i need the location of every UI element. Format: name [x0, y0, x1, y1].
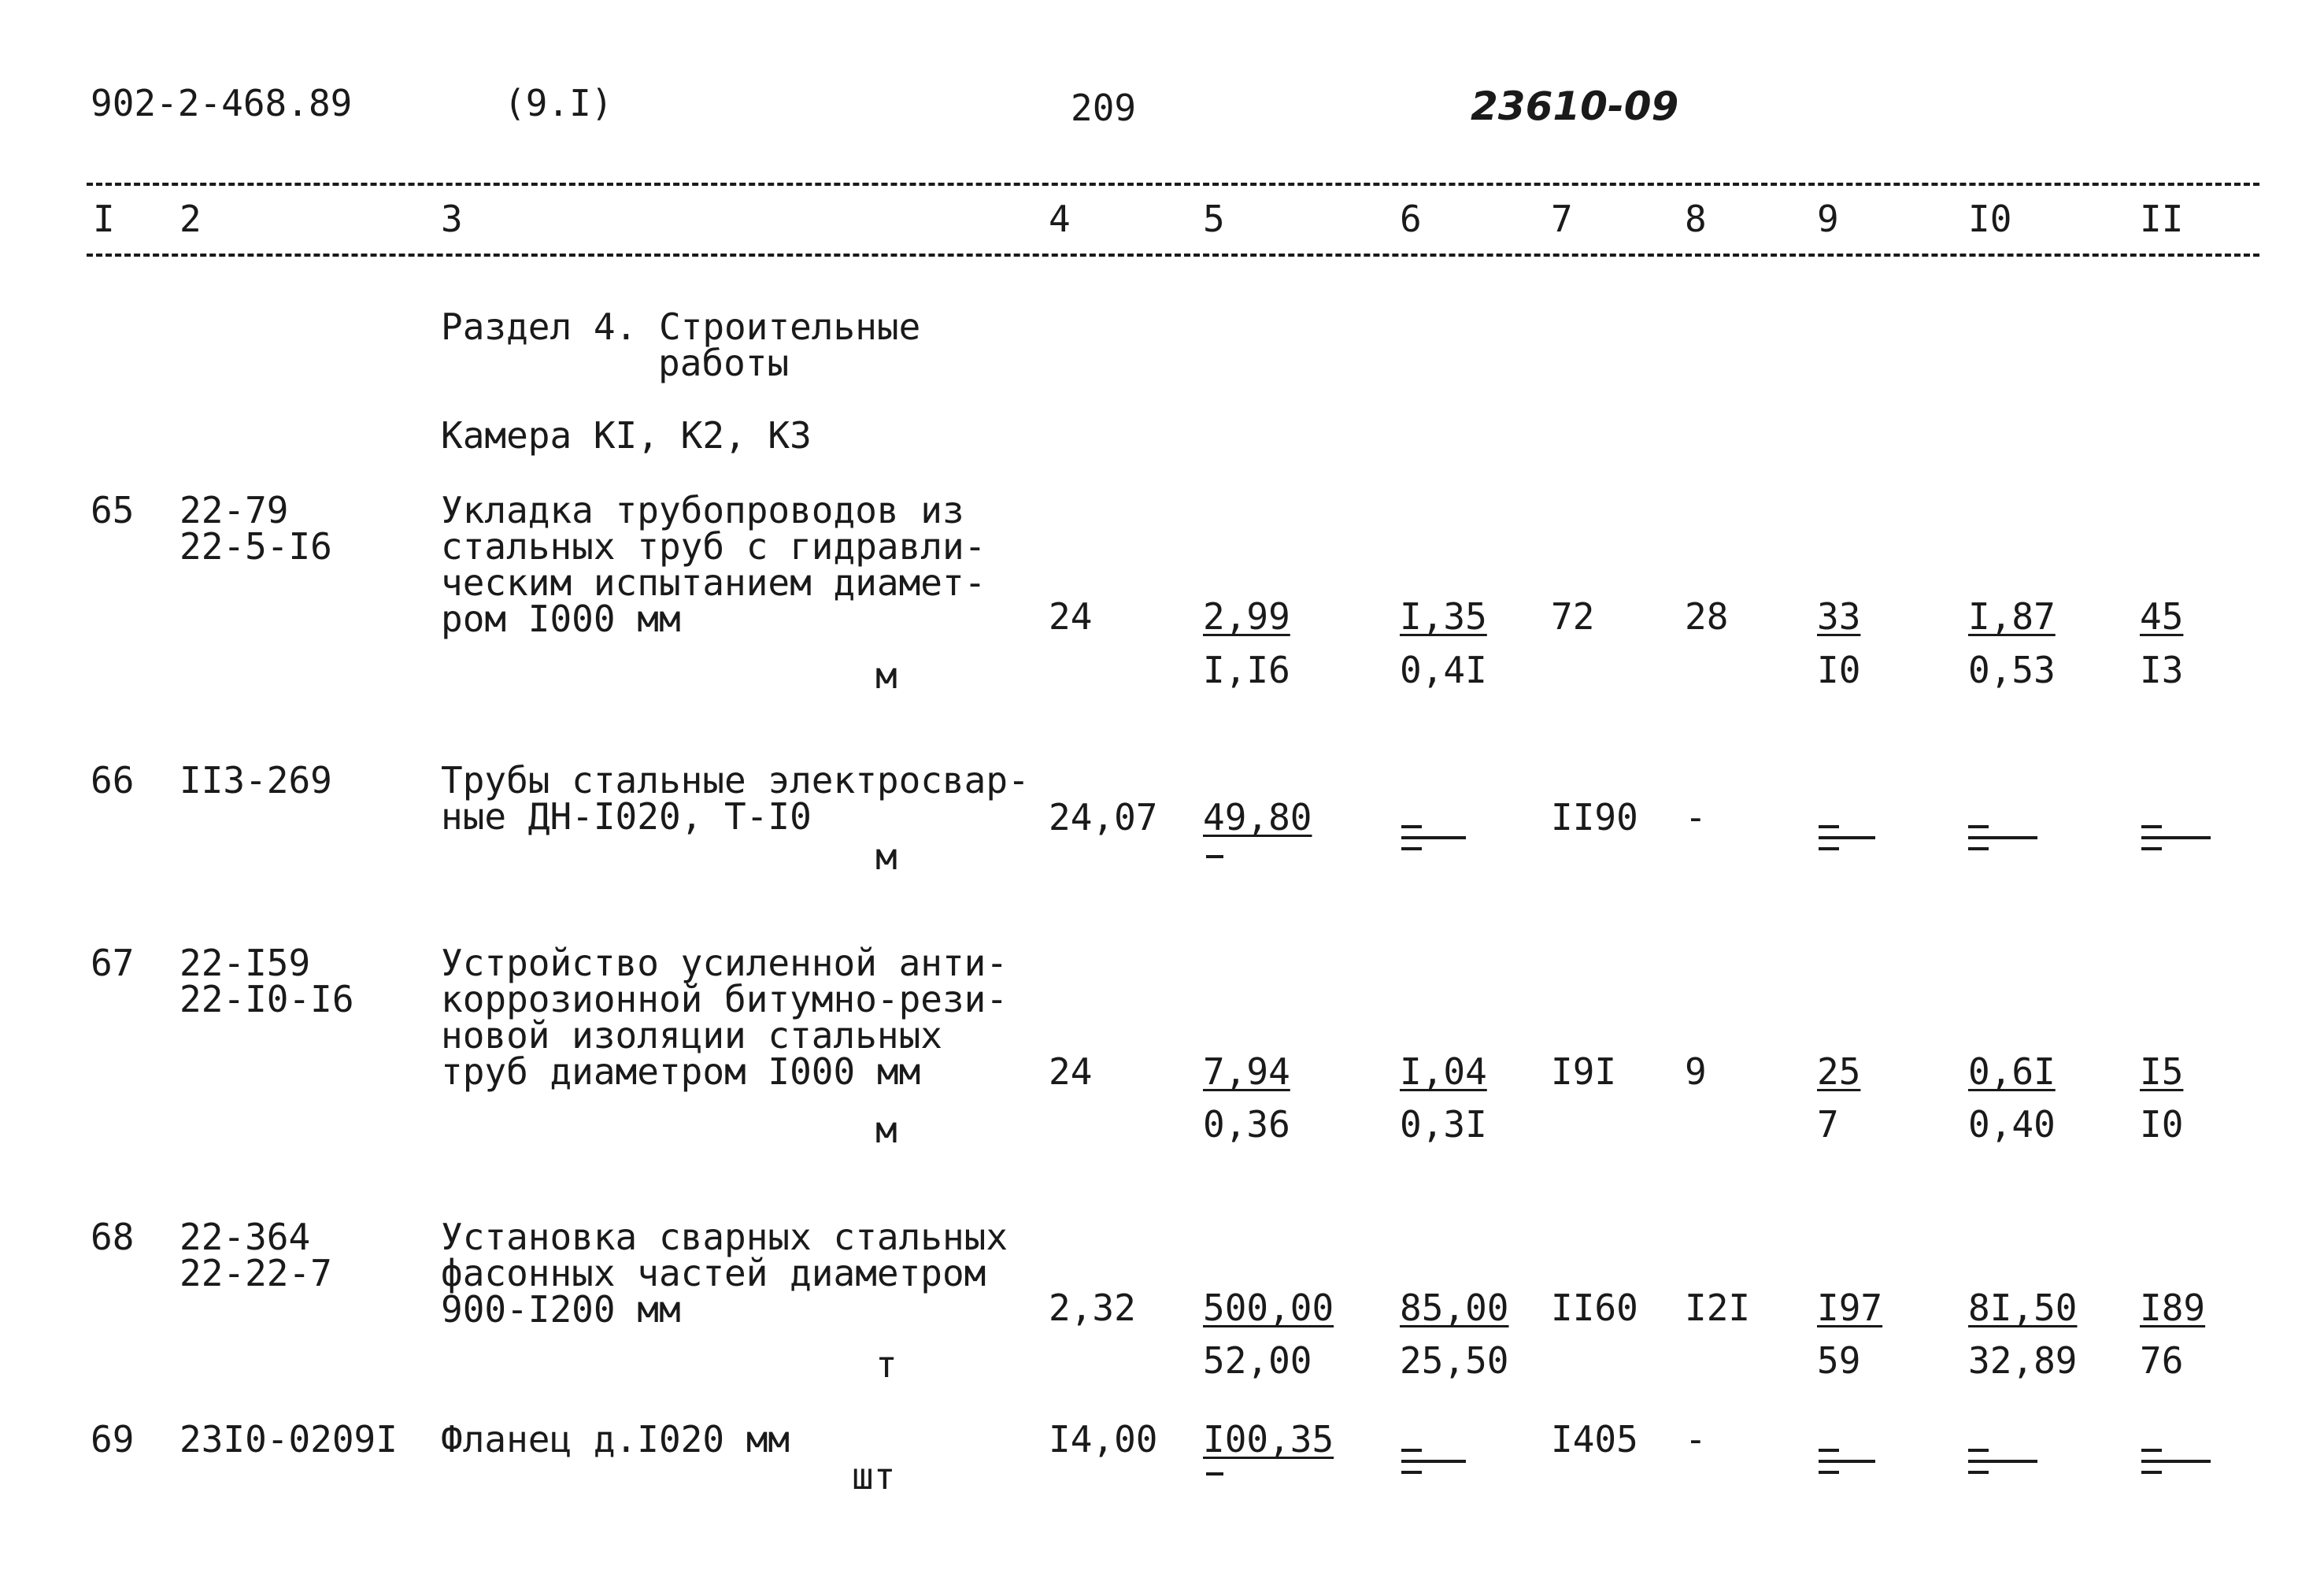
row-unit: м [875, 654, 897, 697]
ditto-mark [1819, 825, 1875, 858]
row-number: 65 [91, 489, 135, 531]
row-code: II3-269 [179, 759, 332, 802]
column-number: I0 [1968, 198, 2012, 240]
row-code: 22-I59 22-I0-I6 [179, 942, 354, 1020]
row-description: Трубы стальные электросвар- ные ДН-I020, Т-I0 [441, 759, 1030, 838]
row-description: Установка сварных стальных фасонных частей диаметром 900-I200 мм [441, 1216, 1008, 1331]
row-description: Устройство усиленной анти- коррозионной битумно-рези- новой изоляции стальных труб диаметром I000 мм [441, 942, 1008, 1093]
cell-10-top: I,87 [1968, 595, 2056, 638]
row-quantity: 24,07 [1049, 796, 1158, 839]
row-number: 69 [91, 1418, 135, 1461]
column-number: 6 [1400, 198, 1422, 240]
document-part: (9.I) [504, 82, 613, 124]
ditto-mark [1401, 825, 1466, 858]
row-quantity: I4,00 [1049, 1418, 1158, 1461]
row-description: Фланец д.I020 мм [441, 1418, 790, 1461]
column-number: I [93, 198, 115, 240]
header-bottom-rule [87, 254, 2259, 257]
document-code: 902-2-468.89 [91, 82, 353, 124]
cell-5-top: 500,00 [1203, 1287, 1334, 1329]
cell-5-top: 7,94 [1203, 1050, 1290, 1093]
cell-8: - [1685, 796, 1707, 839]
cell-10-bottom: 0,53 [1968, 649, 2056, 691]
cell-11-bottom: 76 [2140, 1339, 2184, 1382]
column-number: 7 [1551, 198, 1573, 240]
ditto-mark [2141, 825, 2211, 858]
column-number: 2 [179, 198, 202, 240]
row-code: 22-79 22-5-I6 [179, 489, 332, 568]
row-code: 23I0-0209I [179, 1418, 398, 1461]
row-quantity: 24 [1049, 595, 1093, 638]
cell-7: II60 [1551, 1287, 1638, 1329]
page-number: 209 [1071, 87, 1137, 129]
cell-9-bottom: 59 [1817, 1339, 1861, 1382]
column-number: II [2140, 198, 2184, 240]
cell-6-top: I,04 [1400, 1050, 1487, 1093]
section-title: Раздел 4. Строительные [441, 305, 921, 348]
dash-marker [1206, 855, 1223, 866]
cell-8: I2I [1685, 1287, 1751, 1329]
row-unit: м [875, 1109, 897, 1151]
cell-8: - [1685, 1418, 1707, 1461]
cell-10-top: 0,6I [1968, 1050, 2056, 1093]
dash-marker [1206, 1472, 1223, 1483]
column-number: 8 [1685, 198, 1707, 240]
cell-9-top: 33 [1817, 595, 1861, 638]
column-number: 3 [441, 198, 463, 240]
cell-9-top: I97 [1817, 1287, 1883, 1329]
cell-9-top: 25 [1817, 1050, 1861, 1093]
ditto-mark [1819, 1449, 1875, 1482]
cell-11-top: I89 [2140, 1287, 2206, 1329]
ditto-mark [1968, 1449, 2037, 1482]
cell-5-top: I00,35 [1203, 1418, 1334, 1461]
cell-11-bottom: I3 [2140, 649, 2184, 691]
section-subtitle: Камера КI, К2, К3 [441, 414, 812, 457]
cell-5-bottom: 0,36 [1203, 1103, 1290, 1146]
cell-7: I9I [1551, 1050, 1617, 1093]
section-title-continued: работы [658, 342, 790, 384]
row-quantity: 2,32 [1049, 1287, 1136, 1329]
cell-7: 72 [1551, 595, 1595, 638]
cell-10-bottom: 32,89 [1968, 1339, 2078, 1382]
cell-10-top: 8I,50 [1968, 1287, 2078, 1329]
column-number: 4 [1049, 198, 1071, 240]
ditto-mark [1401, 1449, 1466, 1482]
cell-6-bottom: 25,50 [1400, 1339, 1509, 1382]
cell-7: I405 [1551, 1418, 1638, 1461]
cell-9-bottom: 7 [1817, 1103, 1839, 1146]
ditto-mark [2141, 1449, 2211, 1482]
cell-11-top: 45 [2140, 595, 2184, 638]
cell-5-top: 2,99 [1203, 595, 1290, 638]
row-number: 66 [91, 759, 135, 802]
row-description: Укладка трубопроводов из стальных труб с гидравли- ческим испытанием диамет- ром I000 мм [441, 489, 986, 640]
row-code: 22-364 22-22-7 [179, 1216, 332, 1294]
column-number: 9 [1817, 198, 1839, 240]
cell-6-top: I,35 [1400, 595, 1487, 638]
row-number: 67 [91, 942, 135, 984]
cell-7: II90 [1551, 796, 1638, 839]
handwritten-stamp: 23610-09 [1471, 83, 1679, 129]
cell-9-bottom: I0 [1817, 649, 1861, 691]
row-unit: т [875, 1343, 897, 1386]
cell-6-top: 85,00 [1400, 1287, 1509, 1329]
cell-5-bottom: 52,00 [1203, 1339, 1312, 1382]
row-unit: м [875, 835, 897, 878]
cell-10-bottom: 0,40 [1968, 1103, 2056, 1146]
row-quantity: 24 [1049, 1050, 1093, 1093]
cell-8: 28 [1685, 595, 1729, 638]
ditto-mark [1968, 825, 2037, 858]
column-number: 5 [1203, 198, 1225, 240]
cell-6-bottom: 0,3I [1400, 1103, 1487, 1146]
cell-8: 9 [1685, 1050, 1707, 1093]
row-number: 68 [91, 1216, 135, 1258]
cell-11-bottom: I0 [2140, 1103, 2184, 1146]
cell-11-top: I5 [2140, 1050, 2184, 1093]
header-top-rule [87, 183, 2259, 186]
cell-5-bottom: I,I6 [1203, 649, 1290, 691]
cell-6-bottom: 0,4I [1400, 649, 1487, 691]
cell-5-top: 49,80 [1203, 796, 1312, 839]
row-unit: шт [852, 1455, 896, 1498]
